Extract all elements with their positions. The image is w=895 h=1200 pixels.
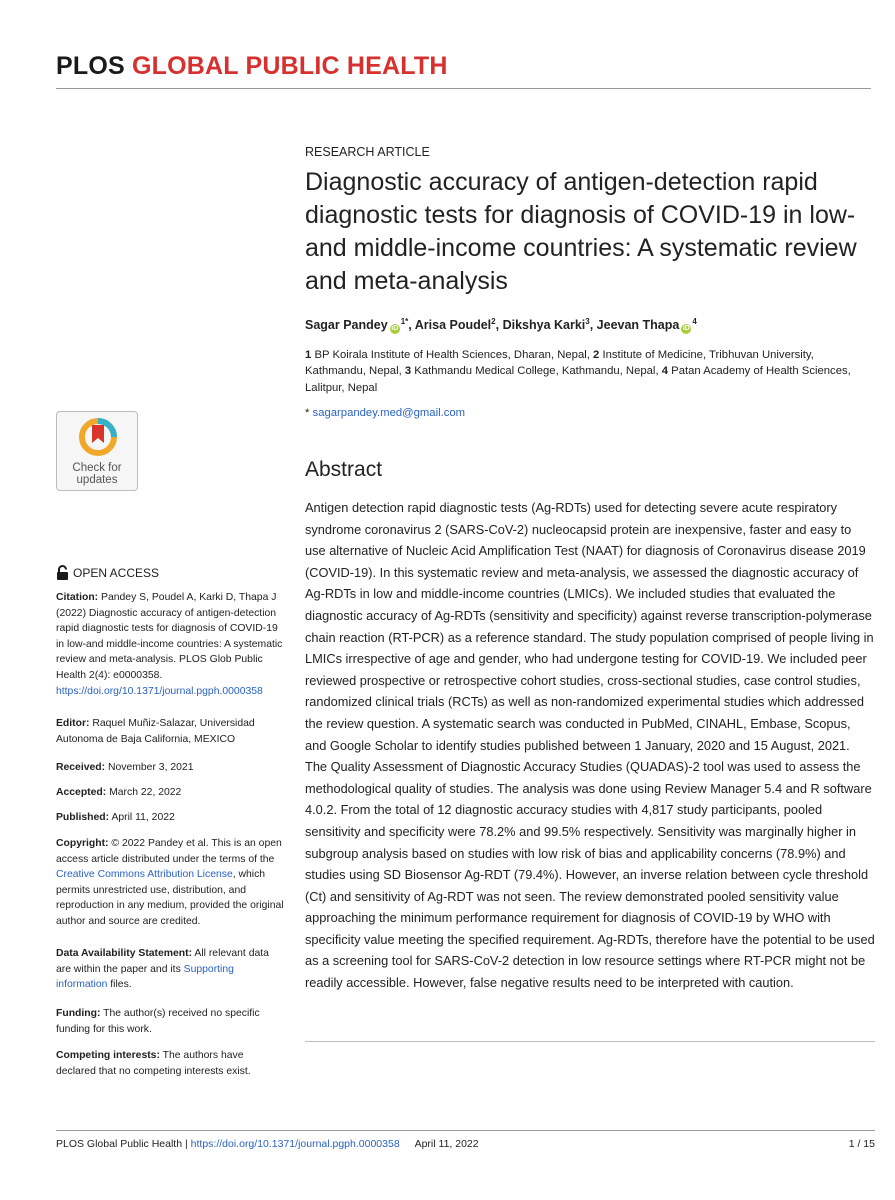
affiliation-number: 1 [305, 349, 312, 361]
copyright-label: Copyright: [56, 838, 109, 849]
author-name[interactable]: Sagar Pandey [305, 318, 388, 333]
author-list: Sagar Pandey $iD^{1*}$, Arisa Poudel$^2$, Dikshya Karki$^3$, Jeevan Thapa $iD^4$ [305, 317, 697, 333]
editor-label: Editor: [56, 718, 90, 729]
check-updates-icon [78, 417, 118, 461]
author-affiliation-mark: 4 [692, 317, 697, 326]
author-affiliation-mark: 1 [400, 317, 406, 326]
copyright-text: © 2022 Pandey et al. This is an open access article distributed under the terms of the [56, 838, 282, 865]
author-affiliation-mark: 3 [585, 317, 590, 326]
article-type: RESEARCH ARTICLE [305, 145, 430, 159]
orcid-icon[interactable]: iD [391, 325, 399, 333]
citation-label: Citation: [56, 592, 99, 603]
corresponding-email [305, 407, 465, 419]
funding-text: The author(s) received no specific funding for this work. [56, 1008, 260, 1035]
abstract-heading: Abstract [305, 458, 383, 481]
editor-text: Raquel Muñiz-Salazar, Universidad Autonoma de Baja California, MEXICO [56, 718, 255, 745]
email-marker: * [305, 407, 310, 419]
license-link[interactable]: Creative Commons Attribution License [56, 869, 233, 881]
affiliation-text: Patan Academy of Health Sciences, Lalitpur, Nepal [305, 365, 851, 394]
affiliation-text: Institute of Medicine, Tribhuvan University, Kathmandu, Nepal, [305, 349, 814, 378]
open-lock-icon [56, 565, 69, 580]
competing-interests-text: The authors have declared that no competing interests exist. [56, 1050, 251, 1077]
affiliation-text: BP Koirala Institute of Health Sciences, Dharan, Nepal, [314, 349, 590, 361]
journal-masthead [56, 52, 448, 81]
affiliation-number: 3 [404, 365, 412, 378]
footer-separator: | [185, 1138, 188, 1150]
data-availability-label: Data Availability Statement: [56, 948, 193, 959]
copyright-block [56, 836, 286, 930]
citation-block [56, 590, 286, 699]
article-title: Diagnostic accuracy of antigen-detection rapid diagnostic tests for diagnosis of COVID-19 in low-and middle-income countries: A systematic review and meta-analysis [305, 168, 857, 295]
author-name[interactable]: Jeevan Thapa [596, 318, 680, 333]
orcid-icon[interactable]: iD [682, 325, 690, 333]
funding-label: Funding: [56, 1008, 101, 1019]
corresponding-mark: * [405, 317, 409, 326]
accepted-block [56, 785, 286, 801]
abstract-divider [305, 1041, 875, 1042]
published-block [56, 810, 286, 826]
copyright-text-end: , which permits unrestricted use, distribution, and reproduction in any medium, provided the original author and source are credited. [56, 869, 284, 927]
competing-interests-block [56, 1048, 286, 1079]
supporting-information-link[interactable]: Supporting information [56, 963, 234, 991]
published-date: April 11, 2022 [111, 812, 175, 823]
editor-block [56, 716, 286, 747]
data-availability-text: All relevant data are within the paper and its [56, 948, 269, 975]
email-link[interactable]: sagarpandey.med@gmail.com [312, 407, 466, 419]
open-access-text: OPEN ACCESS [73, 565, 160, 580]
abstract-text: Antigen detection rapid diagnostic tests (Ag-RDTs) used for detecting severe acute respiratory syndrome coronavirus 2 (SARS-CoV-2) nucleocapsid protein are inexpensive, faster and easy to use alternative of Nucleic Acid Amplification Test (NAAT) for diagnosis of Coronavirus disease 2019 (COVID-19). In this systematic review and meta-analysis, we assessed the diagnostic accuracy of Ag-RDTs in low and middle-income countries (LMICs). We included studies that evaluated the diagnostic accuracy of Ag-RDTs (sensitivity and specificity) against reverse transcription-polymerase chain reaction (RT-PCR) as a reference standard. The study population comprised of people living in LMICs irrespective of age and gender, who had undergone testing for COVID-19. We included peer reviewed prospective or retrospective cohort studies, cross-sectional studies, case control studies, randomized clinical trials (RCTs) as well as non-randomized experimental studies which addressed the review question. A systematic search was conducted in PubMed, CINAHL, Embase, Scopus, and Google Scholar to identify studies published between 1 January, 2020 and 15 August, 2021. The Quality Assessment of Diagnostic Accuracy Studies (QUADAS)-2 tool was used to assess the methodological quality of studies. The analysis was done using Review Manager 5.4 and R software 4.0.2. From the total of 12 diagnostic accuracy studies with 4,817 study participants, pooled sensitivity and specificity were 78.2% and 99.5% respectively. Sensitivity was marginally higher in subgroup analysis based on studies with low risk of bias and applicability concerns (78.9%) and studies using SD Biosensor Ag-RDT (79.4%). However, an inverse relation between cycle threshold (Ct) and sensitivity of Ag-RDT was not seen. The review demonstrated pooled sensitivity value approaching the minimum performance requirement for diagnosis of COVID-19 by WHO with specificity value meeting the specified requirement. Ag-RDTs, therefore have the potential to be used as a screening tool for SARS-CoV-2 detection in low resource settings where RT-PCR might not be readily accessible. However, false negative results need to be interpreted with caution. [305, 500, 875, 991]
accepted-label: Accepted: [56, 787, 107, 798]
footer-doi-link[interactable]: https://doi.org/10.1371/journal.pgph.0000358 [190, 1138, 400, 1150]
journal-name: GLOBAL PUBLIC HEALTH [132, 52, 448, 80]
affiliation-number: 2 [593, 349, 600, 361]
affiliation-text: Kathmandu Medical College, Kathmandu, Nepal, [414, 365, 659, 378]
received-label: Received: [56, 762, 106, 773]
footer-journal: PLOS Global Public Health [56, 1138, 183, 1150]
page-footer [56, 1138, 479, 1150]
competing-interests-label: Competing interests: [56, 1050, 160, 1061]
check-for-updates-badge[interactable] [56, 411, 138, 491]
citation-text: Pandey S, Poudel A, Karki D, Thapa J (2022) Diagnostic accuracy of antigen-detection rapid diagnostic tests for diagnosis of COVID-19 in low-and middle-income countries: A systematic review and meta-analysis. PLOS Glob Public Health 2(4): e0000358. [56, 592, 283, 681]
author-name[interactable]: Arisa Poudel [414, 318, 492, 333]
published-label: Published: [56, 812, 110, 823]
open-access-label [56, 565, 159, 580]
footer-divider [56, 1130, 875, 1131]
page-number: 1 / 15 [848, 1138, 875, 1150]
funding-block [56, 1006, 286, 1037]
received-date: November 3, 2021 [107, 762, 194, 773]
affiliation-number: 4 [661, 365, 669, 378]
author-affiliation-mark: 2 [491, 317, 496, 326]
footer-date: April 11, 2022 [414, 1138, 479, 1150]
affiliations [305, 347, 860, 396]
citation-doi-link[interactable]: https://doi.org/10.1371/journal.pgph.0000358 [56, 685, 263, 697]
data-availability-block [56, 946, 286, 993]
received-block [56, 760, 286, 776]
check-updates-line1: Check for [72, 462, 122, 474]
check-updates-line2: updates [76, 474, 118, 486]
masthead-divider [56, 88, 871, 89]
publisher-name: PLOS [56, 52, 125, 80]
accepted-date: March 22, 2022 [109, 787, 182, 798]
data-availability-text-end: files. [110, 979, 132, 991]
author-name[interactable]: Dikshya Karki [502, 318, 586, 333]
